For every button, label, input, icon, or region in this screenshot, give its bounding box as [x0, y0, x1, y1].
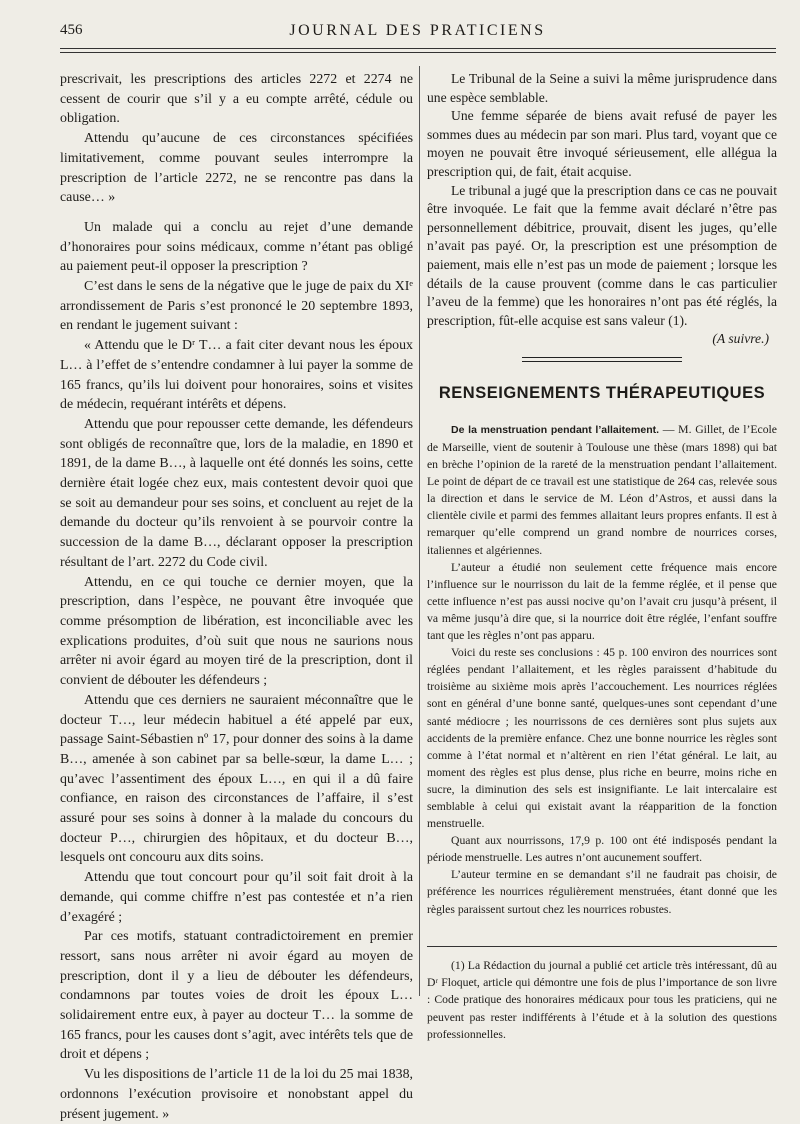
article-lead-text: — M. Gillet, de l’Ecole de Marseille, vient de soutenir à Toulouse une thèse (mars 1898) qui bat en brèche l’opinion de la rareté de la menstruation pendant l’allaitement. Le point de départ de ce travail est une statistique de 264 cas, relevée sous la direction et dans le service de M. Léon d’Astros, et aussi dans la clientèle civile et parmi des femmes allaitant leurs propres enfants. Il est à remarquer qu’elle comprend un grand nombre de nourrices corses, italiennes et algériennes.	[427, 422, 777, 557]
paragraph: « Attendu que le Dʳ T… a fait citer devant nous les époux L… à l’effet de s’entendre condamner à lui payer la somme de 165 francs, qu’ils lui doivent pour honoraires, soins et visites de médecin, requérant intérêts et dépens.	[60, 338, 413, 413]
header-rule-secondary	[60, 52, 776, 53]
paragraph: Le tribunal a jugé que la prescription dans ce cas ne pouvait être invoquée. Le fait que la femme avait déclaré n’être pas personnellement débitrice, prouvait, disent les juges, qu’elle n’avait pas payé. Or, la prescription est une présomption de paiement, mais elle n’est pas un mode de paiement ; lorsque les détails de la cause prouvent (comme dans le cas particulier l’aveu de la femme) que les honoraires n’ont pas été réglés, la prescription, fût-elle acquise est sans valeur (1).	[427, 182, 777, 328]
paragraph: Vu les dispositions de l’article 11 de la loi du 25 mai 1838, ordonnons l’exécution provisoire et nonobstant appel du présent jugement. »	[60, 1067, 413, 1122]
paragraph: Quant aux nourrissons, 17,9 p. 100 ont été indisposés pendant la période menstruelle. Les autres n’ont aucunement souffert.	[427, 834, 777, 865]
paragraph: Un malade qui a conclu au rejet d’une demande d’honoraires pour soins médicaux, comme n’étant pas obligé au paiement peut-il opposer la prescription ?	[60, 219, 413, 275]
article-lead-title: De la menstruation pendant l’allaitement.	[451, 423, 660, 436]
paragraph: Le Tribunal de la Seine a suivi la même jurisprudence dans une espèce semblable.	[427, 71, 777, 105]
footnote-rule	[427, 946, 777, 947]
paragraph: Une femme séparée de biens avait refusé de payer les sommes dues au médecin par son mari. Plus tard, voyant que ce moyen ne pouvait être invoqué sérieusement, elle allégua la prescription qui, de fait, était acquise.	[427, 108, 777, 179]
paragraph: Attendu, en ce qui touche ce dernier moyen, que la prescription, dans l’espèce, ne pouvant être invoquée que comme présomption de libération, est inconciliable avec les explications produites, d’où suit que nous ne saurions nous arrêter ni avoir égard au moyen tiré de la prescription, dont il convient de débouter les défendeurs ;	[60, 574, 413, 689]
paragraph: L’auteur termine en se demandant s’il ne faudrait pas choisir, de préférence les nourrices régulièrement menstruées, étant donné que les règles paraissent surtout chez les nourrices robustes.	[427, 868, 777, 916]
footnote	[427, 957, 777, 1043]
page-header	[60, 22, 775, 46]
paragraph: Par ces motifs, statuant contradictoirement en premier ressort, sans nous arrêter ni avoir égard au moyen de prescription, dont il y a lieu de débouter les défendeurs, condamnons par toutes voies de droit les époux L… solidairement entre eux, à payer au docteur T… la somme de 165 francs, pour les causes dont s’agit, avec intérêts tels que de droit et dépens ;	[60, 929, 413, 1063]
paragraph: prescrivait, les prescriptions des articles 2272 et 2274 ne cessent de courir que s’il y a eu compte arrêté, cédule ou obligation.	[60, 72, 413, 127]
paragraph: Attendu que tout concourt pour qu’il soit fait droit à la demande, qui comme chiffre n’est pas contestée et n’a rien d’exagéré ;	[60, 870, 413, 925]
section-rule	[522, 357, 682, 362]
article-body	[427, 421, 777, 918]
header-rule	[60, 48, 776, 49]
to-be-continued: (A suivre.)	[712, 331, 769, 347]
paragraph: Attendu qu’aucune de ces circonstances spécifiées limitativement, comme pouvant seules interrompre la prescription de l’article 2272, ne se rencontre pas dans la cause… »	[60, 131, 413, 206]
journal-title: JOURNAL DES PRATICIENS	[289, 22, 546, 39]
right-column	[427, 70, 777, 1043]
page-number: 456	[60, 22, 83, 38]
paragraph: Attendu que pour repousser cette demande, les défendeurs sont obligés de reconnaître que, lors de la maladie, en 1890 et 1891, de la dame B…, à laquelle ont été donnés les soins, cette dernière était logée chez eux, mais contestent devoir quoi que se soit au demandeur pour ses soins, et concluent au rejet de la demande du docteur qu’ils renvoient à se pourvoir contre la succession de la dame B…, déclarant opposer la prescription résultant de l’art. 2272 du Code civil.	[60, 416, 413, 570]
column-divider	[419, 66, 420, 996]
footnote-text: (1) La Rédaction du journal a publié cet article très intéressant, dû au Dʳ Floquet, article qui démontre une fois de plus l’importance de son livre : Code pratique des honoraires médicaux pour tous les praticiens, qui ne peuvent pas rester indifférents à l’étude et à la solution des questions professionnelles.	[427, 958, 777, 1041]
paragraph: L’auteur a étudié non seulement cette fréquence mais encore l’influence sur le nourrisson du lait de la femme réglée, et il pense que cette influence n’est pas aussi nocive qu’on l’avait cru jusqu’à présent, il va même jusqu’à dire que, si la nourrice doit être réglée, l’enfant souffre tant que les règles n’ont pas apparu.	[427, 560, 777, 643]
paragraph: Attendu que ces derniers ne sauraient méconnaître que le docteur T…, leur médecin habituel a été appelé par eux, passage Saint-Sébastien nº 17, pour donner des soins à la dame B…, amenée à son cabinet par sa belle-sœur, la dame L… ; qu’avec l’assentiment des époux L…, en qui il a dû faire confiance, en raison des circonstances de l’affaire, il s’est assuré pour ses soins à donner à la malade du concours du docteur P…, chirurgien des hôpitaux, et du docteur B…, lesquels ont concouru aux dits soins.	[60, 692, 413, 866]
left-column	[60, 70, 413, 1124]
section-title: RENSEIGNEMENTS THÉRAPEUTIQUES	[438, 383, 766, 402]
paragraph: Voici du reste ses conclusions : 45 p. 100 environ des nourrices sont réglées pendant l’allaitement, et les règles paraissent d’habitude du troisième au sixième mois après l’accouchement. Les nourrices réglées sont en général d’une bonne santé, quelques-unes sont cependant d’une santé médiocre ; les nourrissons de ces dernières sont plus sujets aux accidents de la première enfance. Chez une bonne nourrice les règles sont comme à l’état normal et n’altèrent en rien l’état général. Le lait, au moment des règles est plus dense, plus riche en beurre, moins riche en sucre, la diminution des sels est insignifiante. Le lait intercalaire est semblable à celui qui existait avant la réapparition de la fonction menstruelle.	[427, 646, 777, 831]
paragraph: C’est dans le sens de la négative que le juge de paix du XIᵉ arrondissement de Paris s’est prononcé le 20 septembre 1893, en rendant le jugement suivant :	[60, 279, 413, 334]
